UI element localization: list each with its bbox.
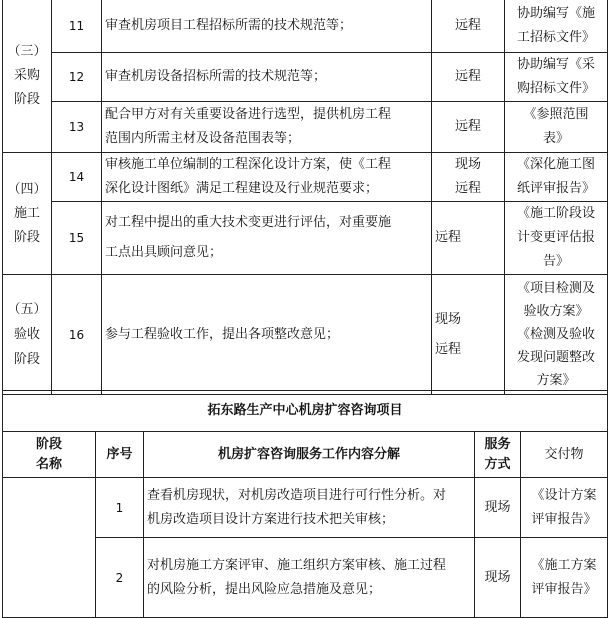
header-mode: 服务 方式 (475, 432, 521, 478)
table-title-row (3, 391, 608, 432)
table-row (3, 102, 608, 153)
work-content: 审核施工单位编制的工程深化设计方案，使《工程 深化设计图纸》满足工程建设及行业规范要求； (102, 153, 432, 202)
header-number: 序号 (96, 432, 144, 478)
table-title: 拓东路生产中心机房扩容咨询项目 (3, 391, 608, 432)
row-number: 1 (96, 478, 144, 538)
table-row (3, 478, 608, 538)
deliverable: 《深化施工图 纸评审报告》 (505, 153, 608, 202)
deliverable: 协助编写《采 购招标文件》 (505, 53, 608, 102)
deliverable: 《施工阶段设 计变更评估报 告》 (505, 202, 608, 275)
consulting-table-bottom (2, 390, 608, 618)
stage-cell: （四） 施工 阶段 (3, 153, 52, 275)
deliverable: 《施工方案 评审报告》 (521, 538, 608, 618)
row-number: 15 (52, 202, 102, 275)
deliverable: 《参照范围 表》 (505, 102, 608, 153)
deliverable: 协助编写《施 工招标文件》 (505, 0, 608, 53)
service-mode: 现场 (475, 478, 521, 538)
header-content: 机房扩容咨询服务工作内容分解 (144, 432, 475, 478)
table-row (3, 0, 608, 53)
row-number: 12 (52, 53, 102, 102)
service-mode: 远程 (432, 0, 505, 53)
table-row (3, 275, 608, 395)
service-mode: 远程 (432, 202, 505, 275)
row-number: 16 (52, 275, 102, 395)
service-mode: 现场 远程 (432, 275, 505, 395)
table-row (3, 202, 608, 275)
service-mode: 现场 远程 (432, 153, 505, 202)
header-deliverable: 交付物 (521, 432, 608, 478)
deliverable: 《设计方案 评审报告》 (521, 478, 608, 538)
work-content: 审查机房项目工程招标所需的技术规范等； (102, 0, 432, 53)
table-row (3, 53, 608, 102)
deliverable: 《项目检测及 验收方案》 《检测及验收 发现问题整改 方案》 (505, 275, 608, 395)
consulting-table-top (2, 0, 608, 395)
stage-cell: （三） 采购 阶段 (3, 0, 52, 153)
row-number: 14 (52, 153, 102, 202)
table-header-row (3, 432, 608, 478)
header-stage: 阶段 名称 (3, 432, 96, 478)
work-content: 对工程中提出的重大技术变更进行评估，对重要施 工点出具顾问意见； (102, 202, 432, 275)
row-number: 11 (52, 0, 102, 53)
work-content: 配合甲方对有关重要设备进行选型，提供机房工程 范围内所需主材及设备范围表等； (102, 102, 432, 153)
work-content: 对机房施工方案评审、施工组织方案审核、施工过程 的风险分析，提出风险应急措施及意见； (144, 538, 475, 618)
service-mode: 现场 (475, 538, 521, 618)
work-content: 查看机房现状，对机房改造项目进行可行性分析。对 机房改造项目设计方案进行技术把关审核； (144, 478, 475, 538)
work-content: 审查机房设备招标所需的技术规范等； (102, 53, 432, 102)
service-mode: 远程 (432, 102, 505, 153)
row-number: 13 (52, 102, 102, 153)
work-content: 参与工程验收工作，提出各项整改意见； (102, 275, 432, 395)
row-number: 2 (96, 538, 144, 618)
table-row (3, 153, 608, 202)
stage-cell: （五） 验收 阶段 (3, 275, 52, 395)
stage-cell (3, 478, 96, 618)
service-mode: 远程 (432, 53, 505, 102)
